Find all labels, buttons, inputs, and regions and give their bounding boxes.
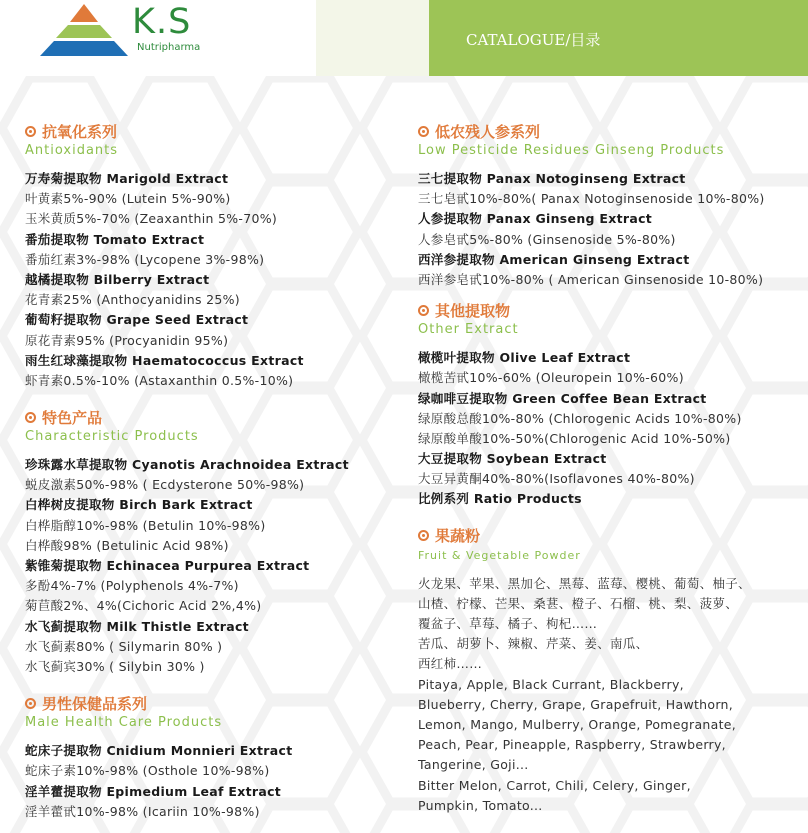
- spec-line: Bitter Melon, Carrot, Chili, Celery, Ginger,: [418, 777, 691, 793]
- bullet-circle-icon: [25, 126, 36, 137]
- spec-line: Blueberry, Cherry, Grape, Grapefruit, Hawthorn,: [418, 696, 734, 712]
- spec-line: 虾青素0.5%-10% (Astaxanthin 0.5%-10%): [25, 372, 294, 388]
- section-heading: [418, 121, 803, 141]
- logo-subtitle: Nutripharma: [137, 42, 201, 53]
- spec-line: 多酚4%-7% (Polyphenols 4%-7%): [25, 578, 239, 594]
- product-line: 紫锥菊提取物 Echinacea Purpurea Extract: [25, 558, 310, 573]
- section-title: 低农残人参系列: [435, 122, 541, 141]
- spec-line: 西红柿……: [418, 656, 483, 672]
- product-line: 万寿菊提取物 Marigold Extract: [25, 171, 229, 186]
- left-column: [25, 121, 405, 822]
- spec-line: 水飞蓟素80% ( Silymarin 80% ): [25, 638, 223, 654]
- pyramid-logo-icon: [38, 4, 130, 56]
- bullet-circle-icon: [418, 126, 429, 137]
- spec-line: 水飞蓟宾30% ( Silybin 30% ): [25, 658, 205, 674]
- section-male-health: [25, 693, 405, 822]
- spec-line: 人参皂甙5%-80% (Ginsenoside 5%-80%): [418, 231, 676, 247]
- spec-line: 淫羊藿甙10%-98% (Icariin 10%-98%): [25, 803, 260, 819]
- product-line: 比例系列 Ratio Products: [418, 491, 582, 507]
- section-subtitle: Antioxidants: [25, 143, 119, 158]
- spec-line: 西洋参皂甙10%-80% ( American Ginsenoside 10-80%): [418, 271, 764, 287]
- bullet-circle-icon: [418, 305, 429, 316]
- spec-line: 火龙果、苹果、黑加仑、黑莓、蓝莓、樱桃、葡萄、柚子、: [418, 575, 751, 591]
- section-fruit-vegetable: [418, 526, 803, 816]
- section-title: 抗氧化系列: [42, 122, 118, 141]
- section-title: 男性保健品系列: [42, 694, 148, 713]
- section-antioxidants: [25, 121, 405, 391]
- product-line: 越橘提取物 Bilberry Extract: [25, 271, 210, 287]
- product-line: 西洋参提取物 American Ginseng Extract: [418, 251, 690, 267]
- spec-line: 橄榄苦甙10%-60% (Oleuropein 10%-60%): [418, 370, 684, 386]
- section-subtitle: Characteristic Products: [25, 429, 199, 445]
- product-line: 淫羊藿提取物 Epimedium Leaf Extract: [25, 783, 282, 799]
- logo-area: [0, 0, 316, 76]
- product-line: 绿咖啡豆提取物 Green Coffee Bean Extract: [418, 390, 707, 406]
- section-subtitle: Fruit & Vegetable Powder: [418, 548, 581, 562]
- spec-line: 白桦酸98% (Betulinic Acid 98%): [25, 537, 229, 553]
- spec-line: 覆盆子、草莓、橘子、枸杞……: [418, 616, 598, 631]
- spec-line: Pitaya, Apple, Black Currant, Blackberry,: [418, 676, 684, 692]
- product-line: 人参提取物 Panax Ginseng Extract: [418, 211, 653, 227]
- spec-line: 番茄红素3%-98% (Lycopene 3%-98%): [25, 251, 265, 267]
- section-heading: [25, 407, 405, 427]
- bullet-circle-icon: [25, 698, 36, 709]
- section-subtitle: Other Extract: [418, 322, 519, 338]
- spec-line: 叶黄素5%-90% (Lutein 5%-90%): [25, 191, 231, 207]
- spec-line: Pumpkin, Tomato...: [418, 797, 543, 813]
- spec-line: 大豆异黄酮40%-80%(Isoflavones 40%-80%): [418, 471, 695, 487]
- spec-line: 绿原酸总酸10%-80% (Chlorogenic Acids 10%-80%): [418, 410, 742, 426]
- section-heading: [25, 121, 405, 141]
- product-line: 蛇床子提取物 Cnidium Monnieri Extract: [25, 743, 293, 759]
- spec-line: 白桦脂醇10%-98% (Betulin 10%-98%): [25, 517, 266, 533]
- section-heading: [25, 693, 405, 713]
- section-title: 其他提取物: [435, 301, 511, 320]
- spec-line: 玉米黄质5%-70% (Zeaxanthin 5%-70%): [25, 211, 278, 227]
- product-line: 白桦树皮提取物 Birch Bark Extract: [25, 497, 253, 513]
- spec-line: 花青素25% (Anthocyanidins 25%): [25, 292, 240, 308]
- spec-line: 蛇床子素10%-98% (Osthole 10%-98%): [25, 763, 270, 779]
- product-line: 水飞蓟提取物 Milk Thistle Extract: [25, 618, 249, 634]
- right-column: [418, 121, 803, 816]
- product-line: 三七提取物 Panax Notoginseng Extract: [418, 171, 686, 186]
- header-divider-band: [316, 0, 429, 76]
- spec-line: 绿原酸单酸10%-50%(Chlorogenic Acid 10%-50%): [418, 430, 731, 446]
- catalogue-header: [0, 0, 808, 76]
- spec-line: Tangerine, Goji...: [418, 757, 529, 773]
- section-title: 果蔬粉: [435, 527, 481, 546]
- spec-line: 菊苣酸2%、4%(Cichoric Acid 2%,4%): [25, 598, 262, 614]
- product-line: 大豆提取物 Soybean Extract: [418, 451, 607, 467]
- product-line: 橄榄叶提取物 Olive Leaf Extract: [418, 350, 631, 366]
- product-line: 珍珠露水草提取物 Cyanotis Arachnoidea Extract: [25, 457, 349, 473]
- logo-text: K.S: [132, 2, 192, 42]
- section-subtitle: Low Pesticide Residues Ginseng Products: [418, 143, 725, 158]
- product-line: 葡萄籽提取物 Grape Seed Extract: [25, 312, 249, 328]
- section-heading: [418, 526, 803, 546]
- catalogue-title: CATALOGUE/目录: [466, 31, 601, 49]
- spec-line: 山楂、柠檬、芒果、桑葚、橙子、石榴、桃、梨、菠萝、: [418, 595, 739, 611]
- section-subtitle: Male Health Care Products: [25, 715, 223, 731]
- section-heading: [418, 300, 803, 320]
- spec-line: Lemon, Mango, Mulberry, Orange, Pomegranate,: [418, 716, 737, 732]
- bullet-circle-icon: [25, 412, 36, 423]
- spec-line: 三七皂甙10%-80%( Panax Notoginsenoside 10%-80%): [418, 191, 765, 207]
- section-ginseng: [418, 121, 803, 290]
- bullet-circle-icon: [418, 530, 429, 541]
- product-line: 雨生红球藻提取物 Haematococcus Extract: [25, 352, 304, 368]
- section-title: 特色产品: [42, 408, 103, 427]
- spec-line: 原花青素95% (Procyanidin 95%): [25, 332, 229, 348]
- spec-line: 蜕皮激素50%-98% ( Ecdysterone 50%-98%): [25, 477, 305, 493]
- spec-line: 苦瓜、胡萝卜、辣椒、芹菜、姜、南瓜、: [418, 636, 649, 652]
- product-line: 番茄提取物 Tomato Extract: [25, 231, 205, 247]
- section-characteristic: [25, 407, 405, 677]
- section-other-extract: [418, 300, 803, 510]
- spec-line: Peach, Pear, Pineapple, Raspberry, Strawberry,: [418, 737, 726, 753]
